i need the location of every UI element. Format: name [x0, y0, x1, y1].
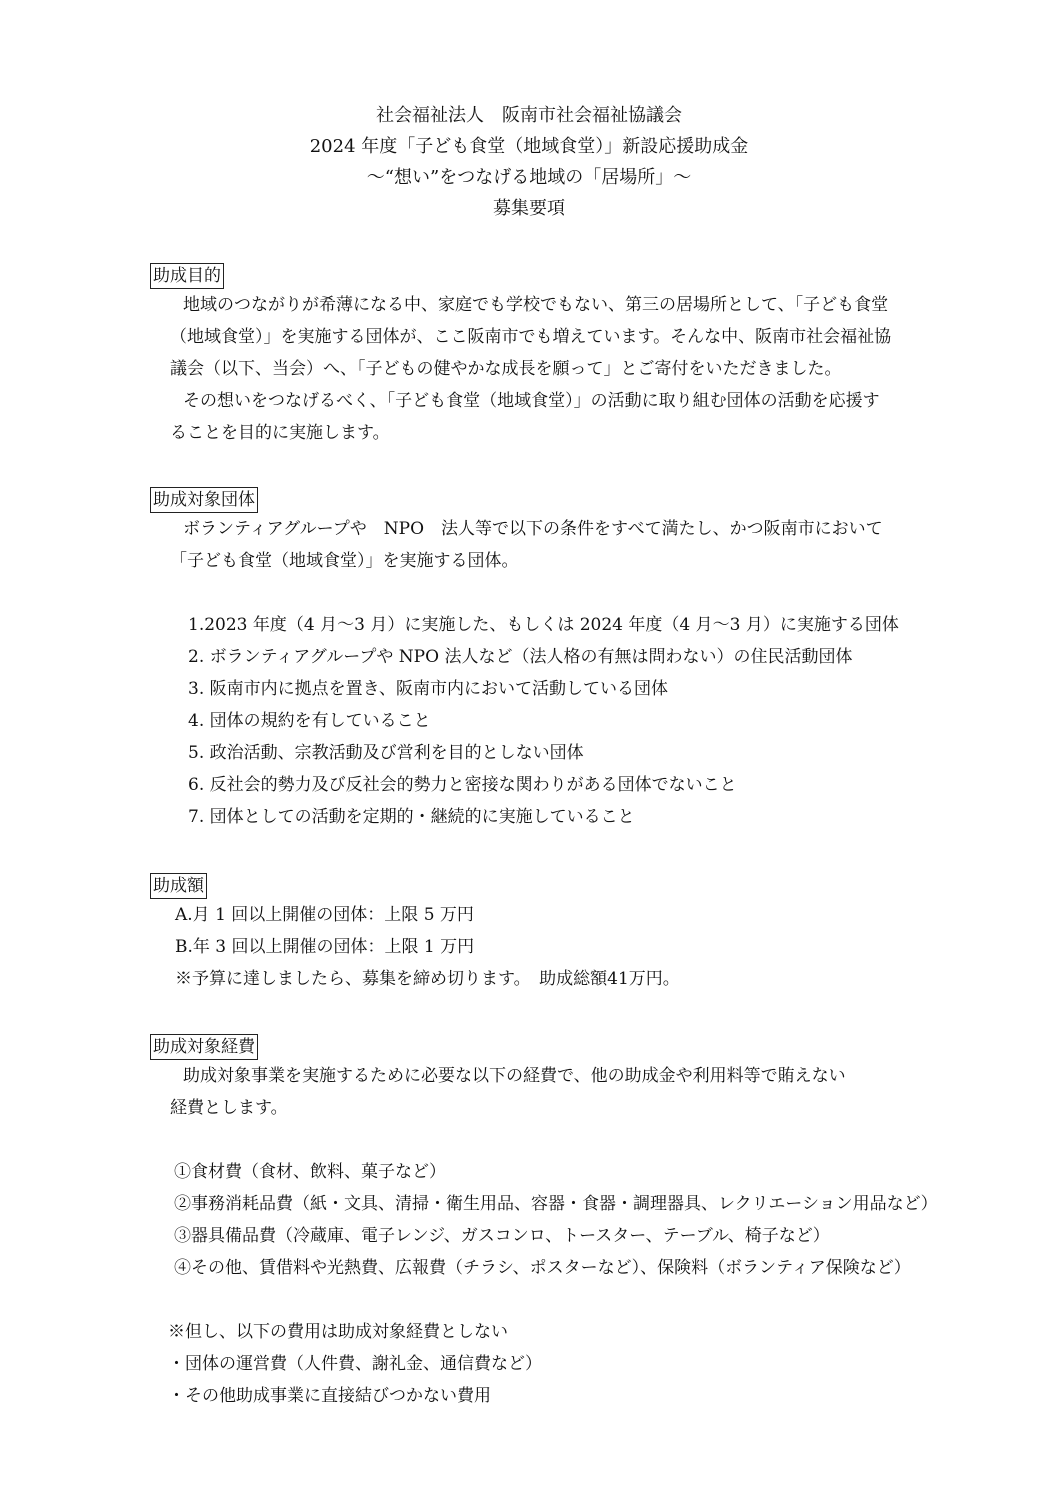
section-heading-amount: 助成額 [150, 873, 207, 899]
title-block [0, 100, 1058, 224]
document-subtitle: ～“想い”をつなげる地域の「居場所」～ [366, 167, 692, 188]
section-expenses [150, 1034, 938, 1412]
paragraph-line: （地域食堂）」を実施する団体が、ここ阪南市でも増えています。そんな中、阪南市社会福祉協 [170, 327, 892, 347]
paragraph-line: ることを目的に実施します。 [170, 423, 390, 443]
condition-item: 4. 団体の規約を有していること [188, 711, 431, 731]
condition-item: 7. 団体としての活動を定期的・継続的に実施していること [188, 807, 635, 827]
expense-item: ①食材費（食材、飲料、菓子など） [174, 1162, 446, 1182]
section-heading-expenses: 助成対象経費 [150, 1034, 258, 1060]
section-purpose [150, 263, 920, 449]
document-title: 2024 年度「子ども食堂（地域食堂）」新設応援助成金 [309, 136, 749, 157]
expense-item: ②事務消耗品費（紙・文具、清掃・衛生用品、容器・食器・調理器具、レクリエーション用品など） [174, 1194, 938, 1214]
condition-item: 3. 阪南市内に拠点を置き、阪南市内において活動している団体 [188, 679, 668, 699]
exclusion-item: ・団体の運営費（人件費、謝礼金、通信費など） [168, 1354, 542, 1374]
amount-note: ※予算に達しましたら、募集を締め切ります。 助成総額41万円。 [175, 969, 680, 989]
document-type: 募集要項 [493, 198, 565, 219]
paragraph-line: 地域のつながりが希薄になる中、家庭でも学校でもない、第三の居場所として、「子ども食堂 [183, 295, 889, 315]
paragraph-line: その想いをつなげるべく、「子ども食堂（地域食堂）」の活動に取り組む団体の活動を応援す [183, 391, 880, 411]
expense-item: ④その他、賃借料や光熱費、広報費（チラシ、ポスターなど）、保険料（ボランティア保険など） [174, 1258, 911, 1278]
exclusion-item: ・その他助成事業に直接結びつかない費用 [168, 1386, 491, 1406]
amount-item: B.年 3 回以上開催の団体：上限 1 万円 [175, 937, 475, 957]
section-target-groups [150, 487, 920, 833]
paragraph-line: 「子ども食堂（地域食堂）」を実施する団体。 [170, 551, 519, 571]
section-heading-purpose: 助成目的 [150, 263, 224, 289]
expense-item: ③器具備品費（冷蔵庫、電子レンジ、ガスコンロ、トースター、テーブル、椅子など） [174, 1226, 830, 1246]
condition-item: 1.2023 年度（4 月～3 月）に実施した、もしくは 2024 年度（4 月～3 月）に実施する団体 [188, 615, 899, 635]
condition-item: 5. 政治活動、宗教活動及び営利を目的としない団体 [188, 743, 584, 763]
paragraph-line: 経費とします。 [170, 1098, 288, 1118]
section-amount [150, 873, 920, 995]
paragraph-line: 助成対象事業を実施するために必要な以下の経費で、他の助成金や利用料等で賄えない [183, 1066, 846, 1086]
paragraph-line: ボランティアグループや NPO 法人等で以下の条件をすべて満たし、かつ阪南市において [183, 519, 883, 539]
exclusion-note: ※但し、以下の費用は助成対象経費としない [168, 1322, 508, 1342]
paragraph-line: 議会（以下、当会）へ、「子どもの健やかな成長を願って」とご寄付をいただきました。 [170, 359, 842, 379]
amount-item: A.月 1 回以上開催の団体：上限 5 万円 [175, 905, 474, 925]
organization-name: 社会福祉法人 阪南市社会福祉協議会 [376, 105, 682, 126]
condition-item: 6. 反社会的勢力及び反社会的勢力と密接な関わりがある団体でないこと [188, 775, 737, 795]
section-heading-target: 助成対象団体 [150, 487, 258, 513]
condition-item: 2. ボランティアグループや NPO 法人など（法人格の有無は問わない）の住民活動団体 [188, 647, 853, 667]
